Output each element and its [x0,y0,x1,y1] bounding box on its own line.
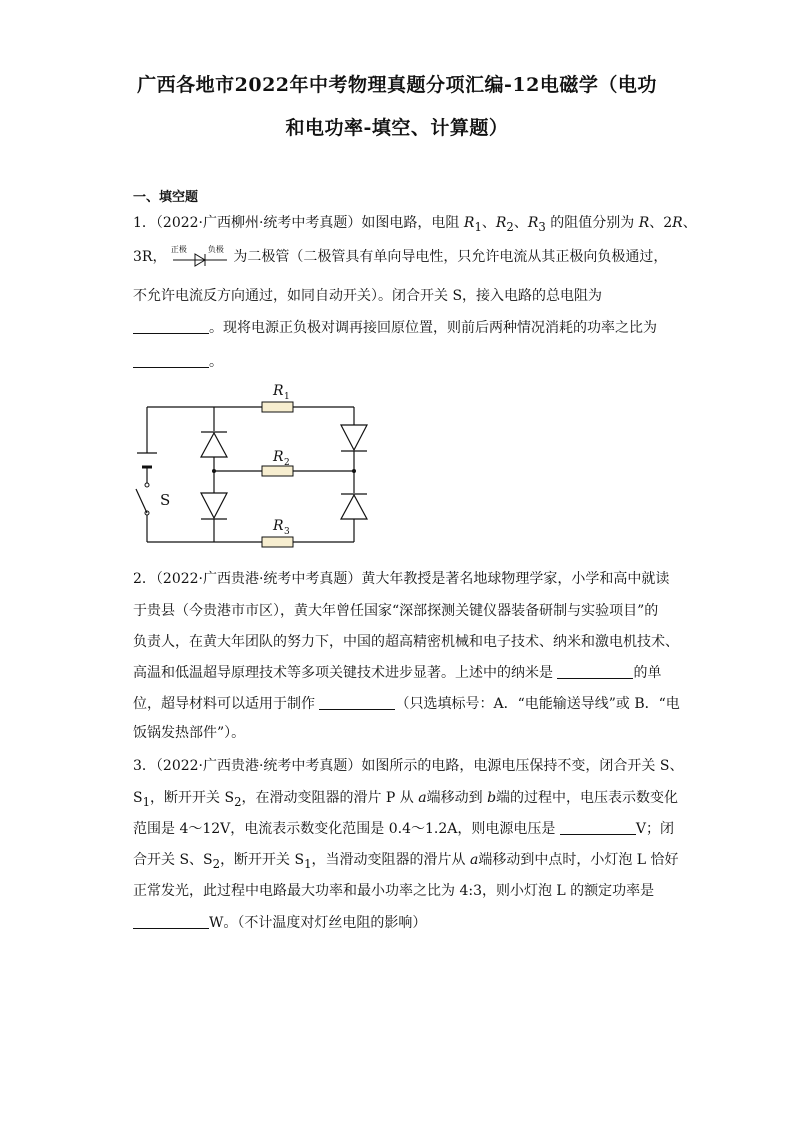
resistor-r2-label: R [273,449,284,465]
q2-line-4 [133,662,661,682]
battery-icon [137,453,157,467]
resistor-r3 [262,518,293,547]
section-heading: 一、填空题 [133,190,199,205]
q1-text: 。 [209,354,223,370]
q3-text: W。（不计温度对灯丝电阻的影响） [209,915,427,931]
q2-text: 高温和低温超导原理技术等多项关键技术进步显著。上述中的纳米是 [133,665,553,681]
q3-text: ，断开开关 S [220,852,305,868]
diode-right-bottom-icon [341,494,367,519]
diode-positive-label: 正极 [170,245,187,254]
q3-text: 端移动到中点时，小灯泡 L 恰好 [478,852,679,868]
resistor-r2 [262,449,293,476]
q1-line-4 [133,317,657,337]
diode-left-top-icon [201,432,227,457]
resistor-r1-sub: 1 [284,392,290,402]
resistor-r3-label: R [273,518,284,534]
answer-blank [560,820,636,835]
resistor-r3-sub: 3 [284,527,290,537]
q3-line-5: 正常发光，此过程中电路最大功率和最小功率之比为 4:3，则小灯泡 L 的额定功率是 [133,883,655,899]
resistor-r1-label: R [273,383,284,399]
q1-line-5 [133,351,223,371]
answer-blank [133,914,209,929]
q3-text: 端移动到 [426,790,483,806]
diode-right-top-icon [341,425,367,451]
answer-blank [133,353,209,368]
q3-line-2: $S_1$，断开开关 $S_2$，在滑动变阻器的滑片 P 从 a端移动到 b端的过程中，电压表示数变化 [133,790,679,809]
q3-text: 范围是 4～12V，电流表示数变化范围是 0.4～1.2A，则电源电压是 [133,821,556,837]
resistor-r1 [262,383,293,412]
q3-line-1: 3．（2022·广西贵港·统考中考真题）如图所示的电路，电源电压保持不变，闭合开关 S、 [133,758,684,774]
q2-text: （只选填标号：A．“电能输送导线”或 B．“电 [395,696,680,712]
q2-line-6: 饭锅发热部件”）。 [133,725,246,741]
q1-text: 。现将电源正负极对调再接回原位置，则前后两种情况消耗的功率之比为 [209,320,657,336]
switch-label: S [160,491,171,509]
q1-text: 3R， [133,249,167,265]
diode-left-bottom-icon [201,493,227,519]
q2-text: 的单 [633,665,662,681]
q2-line-1: 2．（2022·广西贵港·统考中考真题）黄大年教授是著名地球物理学家，小学和高中就读 [133,571,670,587]
q1-text: 的阻值分别为 [550,215,635,231]
page-title-line-2: 和电功率-填空、计算题） [285,117,509,139]
q3-text: S [133,790,143,806]
q3-text: V；闭 [635,821,674,837]
q1-line-1: 1．（2022·广西柳州·统考中考真题）如图电路，电阻 $R_1$、$R_2$、$R_3$ 的阻值分别为 R、2R、 [133,215,697,234]
q1-line-2 [133,246,667,268]
switch-icon [136,483,170,515]
circuit-diagram [125,375,375,555]
diode-negative-label: 负极 [207,245,224,254]
answer-blank [319,695,395,710]
q1-text: 1．（2022·广西柳州·统考中考真题）如图电路，电阻 [133,215,460,231]
resistor-r2-sub: 2 [284,458,290,468]
q3-text: ，断开开关 S [150,790,235,806]
q2-line-2: 于贵县（今贵港市市区），黄大年曾任国家“深部探测关键仪器装备研制与实验项目”的 [133,603,659,619]
answer-blank [133,319,209,334]
q1-text: 为二极管（二极管具有单向导电性，只允许电流从其正极向负极通过， [233,249,668,265]
answer-blank [557,664,633,679]
q1-line-3: 不允许电流反方向通过，如同自动开关）。闭合开关 S，接入电路的总电阻为 [133,288,603,304]
q2-line-3: 负责人，在黄大年团队的努力下，中国的超高精密机械和电子技术、纳米和激电机技术、 [133,634,679,650]
q3-line-6 [133,912,426,932]
page-title-line-1: 广西各地市2022年中考物理真题分项汇编-12电磁学（电功 [137,74,657,96]
q2-line-5 [133,693,680,713]
q3-line-4: 合开关 S、$S_2$，断开开关 $S_1$，当滑动变阻器的滑片从 a端移动到中点时，小灯泡 L 恰好 [133,852,679,871]
q3-text: ，当滑动变阻器的滑片从 [311,852,466,868]
q3-text: 端的过程中，电压表示数变化 [496,790,679,806]
diode-symbol-icon [171,246,229,268]
q3-text: ，在滑动变阻器的滑片 P 从 [241,790,414,806]
q3-text: 合开关 S、S [133,852,213,868]
q2-text: 位，超导材料可以适用于制作 [133,696,315,712]
q3-line-3 [133,818,674,838]
